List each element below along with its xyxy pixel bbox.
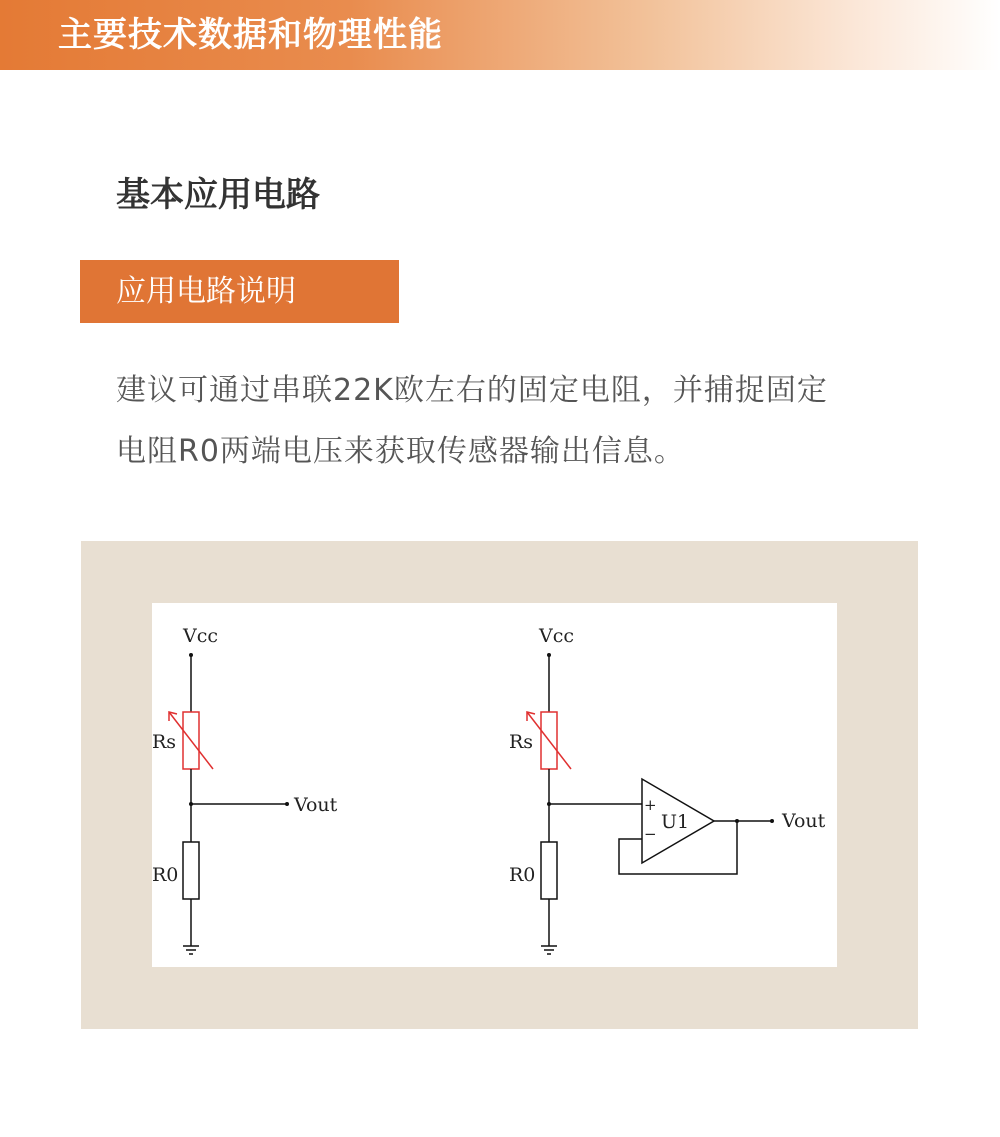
right-rs-resistor [527, 712, 571, 769]
left-vout-node [285, 802, 289, 806]
left-circuit [169, 653, 289, 954]
left-vout-label: Vout [294, 794, 338, 816]
opamp-label: U1 [661, 811, 690, 833]
right-r0-resistor [541, 842, 557, 899]
circuit-diagram [152, 603, 837, 967]
section-title: 基本应用电路 [116, 175, 320, 215]
right-rs-label: Rs [509, 731, 534, 753]
top-banner [0, 0, 1000, 70]
right-vcc-node [547, 653, 551, 657]
right-vout-label: Vout [782, 810, 826, 832]
opamp-plus-label: + [644, 796, 657, 814]
right-ground-icon [541, 946, 557, 954]
description-line-2: 电阻R0两端电压来获取传感器输出信息。 [116, 434, 685, 469]
circuit-svg [152, 603, 837, 967]
subsection-label: 应用电路说明 [116, 274, 296, 309]
left-ground-icon [183, 946, 199, 954]
left-vcc-label: Vcc [183, 625, 219, 647]
banner-title: 主要技术数据和物理性能 [58, 15, 443, 55]
left-vcc-node [189, 653, 193, 657]
right-r0-label: R0 [509, 864, 536, 886]
left-r0-resistor [183, 842, 199, 899]
description-line-1: 建议可通过串联22K欧左右的固定电阻，并捕捉固定 [116, 373, 828, 408]
right-vout-node [770, 819, 774, 823]
right-vcc-label: Vcc [539, 625, 575, 647]
left-rs-label: Rs [152, 731, 177, 753]
opamp-minus-label: − [644, 825, 657, 843]
subsection-label-box [80, 260, 399, 323]
left-r0-label: R0 [152, 864, 179, 886]
description [116, 360, 936, 482]
